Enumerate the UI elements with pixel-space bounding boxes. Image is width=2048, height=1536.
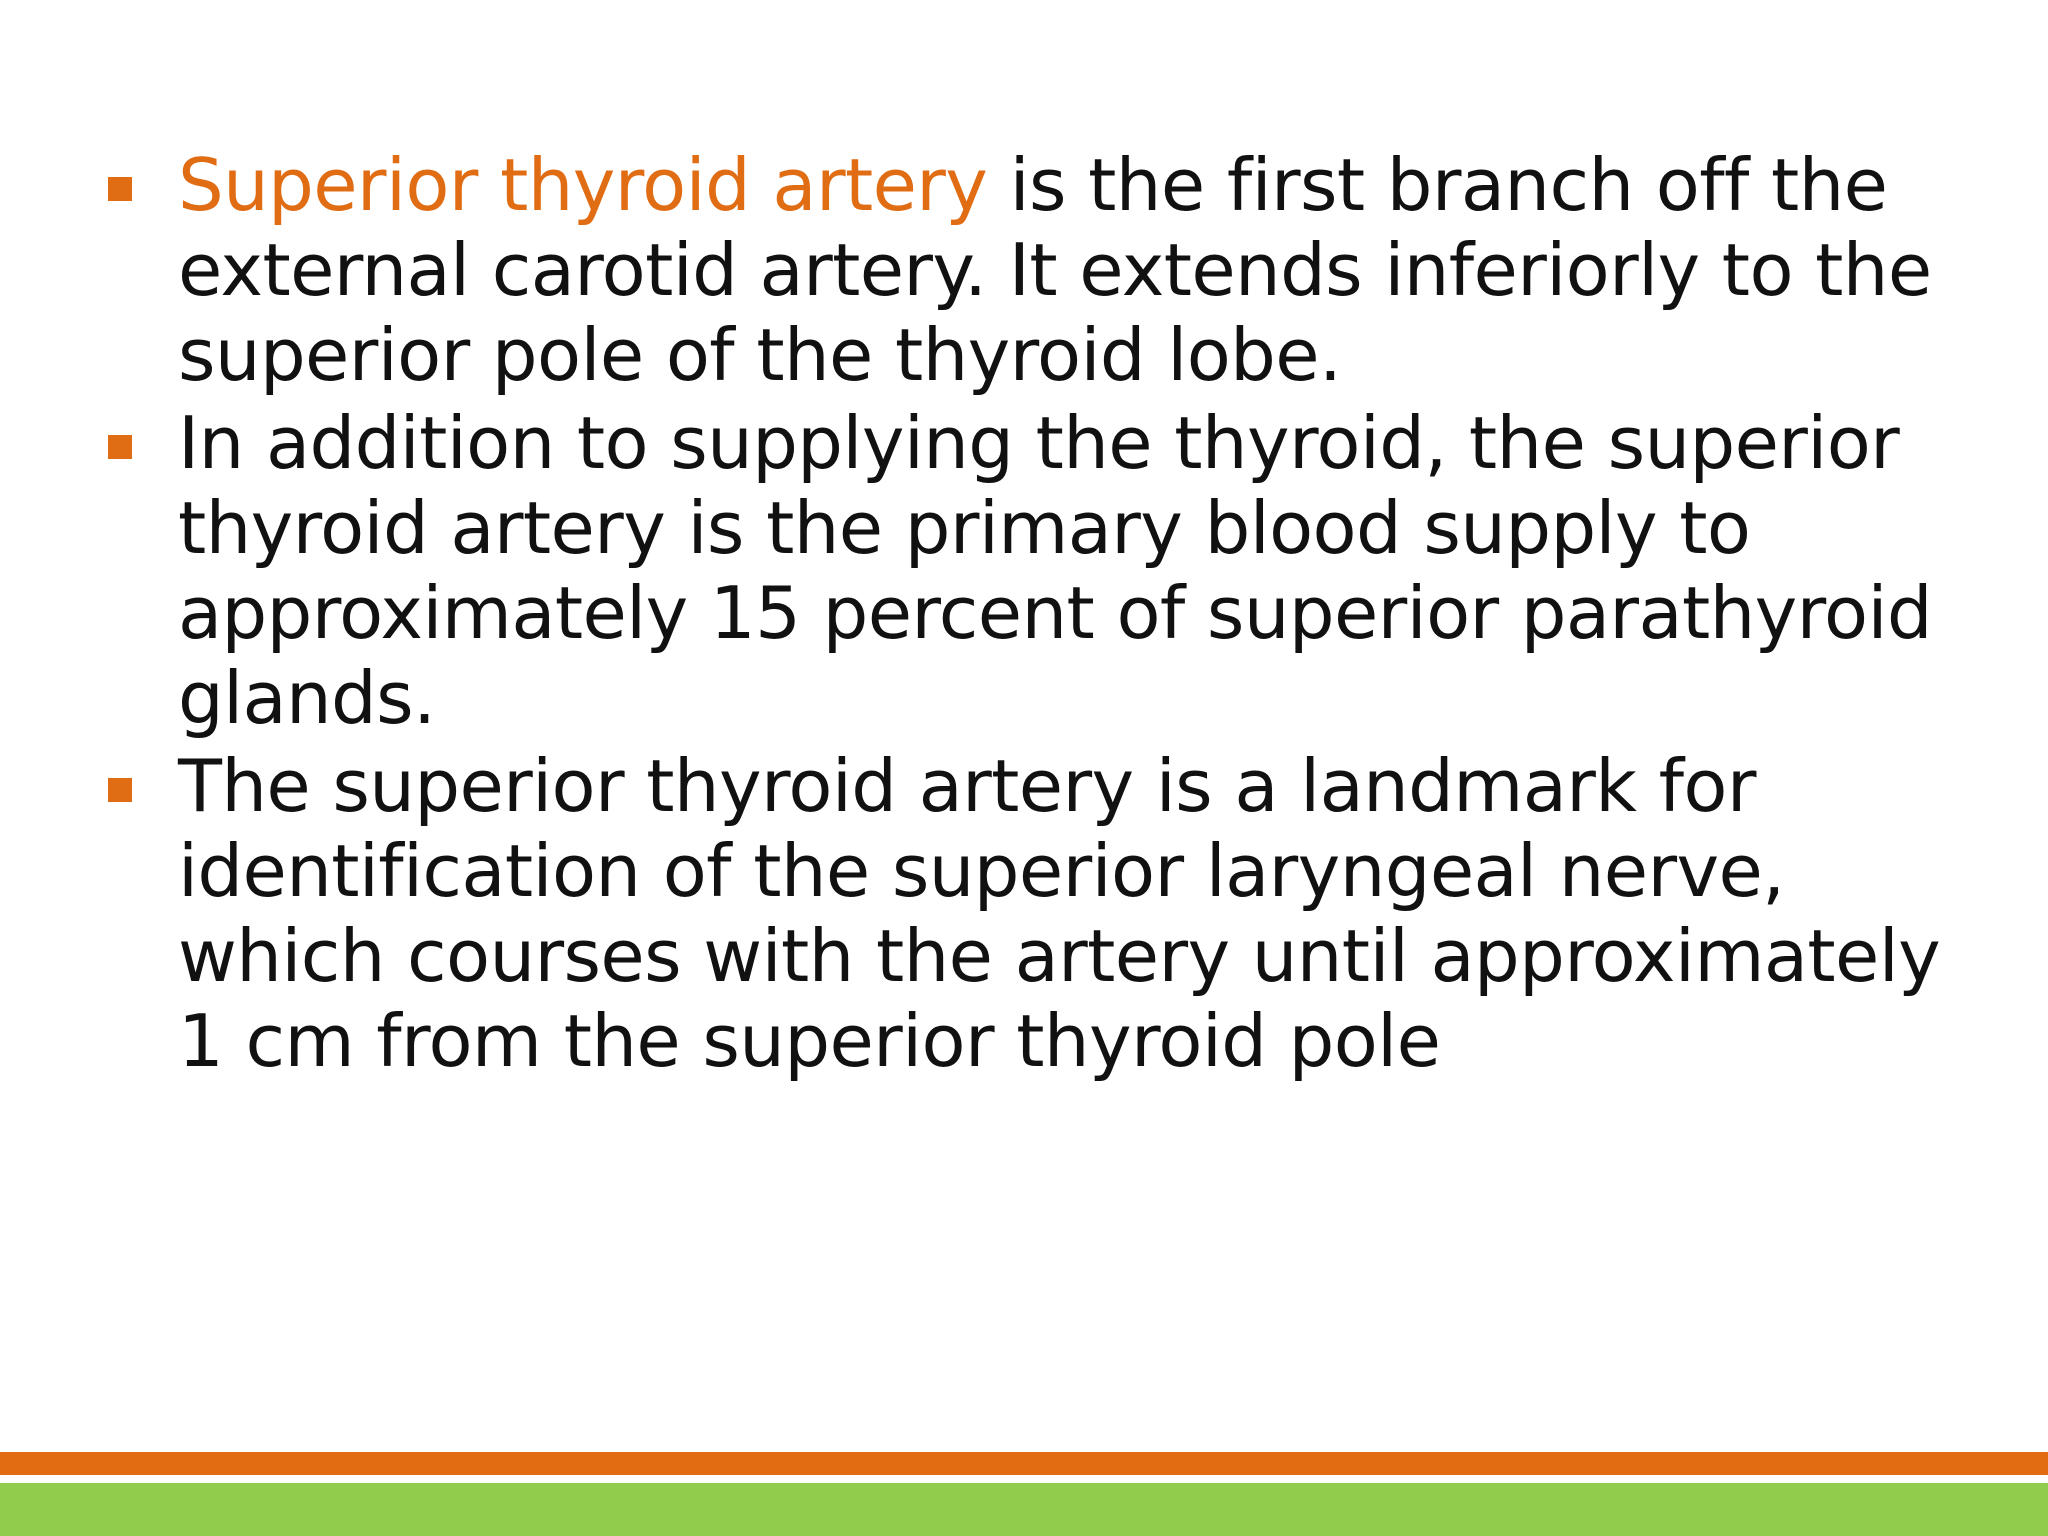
square-bullet-icon [108, 177, 132, 201]
bullet-item-1 [108, 143, 1958, 398]
bullet-text: is the first branch off the external carotid artery. It extends inferiorly to the superior pole of the thyroid lobe. [178, 143, 1932, 397]
bullet-text: In addition to supplying the thyroid, the superior thyroid artery is the primary blood supply to approximately 15 percent of superior parathyroid glands. [178, 401, 1933, 740]
bullet-text: The superior thyroid artery is a landmark for identification of the superior laryngeal nerve, which courses with the artery until approximately 1 cm from the superior thyroid pole [178, 744, 1941, 1083]
footer-divider [0, 1475, 2048, 1483]
footer-green-stripe [0, 1483, 2048, 1536]
bullet-item-2 [108, 401, 1958, 741]
highlighted-term: Superior thyroid artery [178, 143, 988, 227]
footer-orange-stripe [0, 1452, 2048, 1475]
square-bullet-icon [108, 435, 132, 459]
bullet-list [108, 143, 1958, 1087]
square-bullet-icon [108, 778, 132, 802]
bullet-item-3 [108, 744, 1958, 1084]
